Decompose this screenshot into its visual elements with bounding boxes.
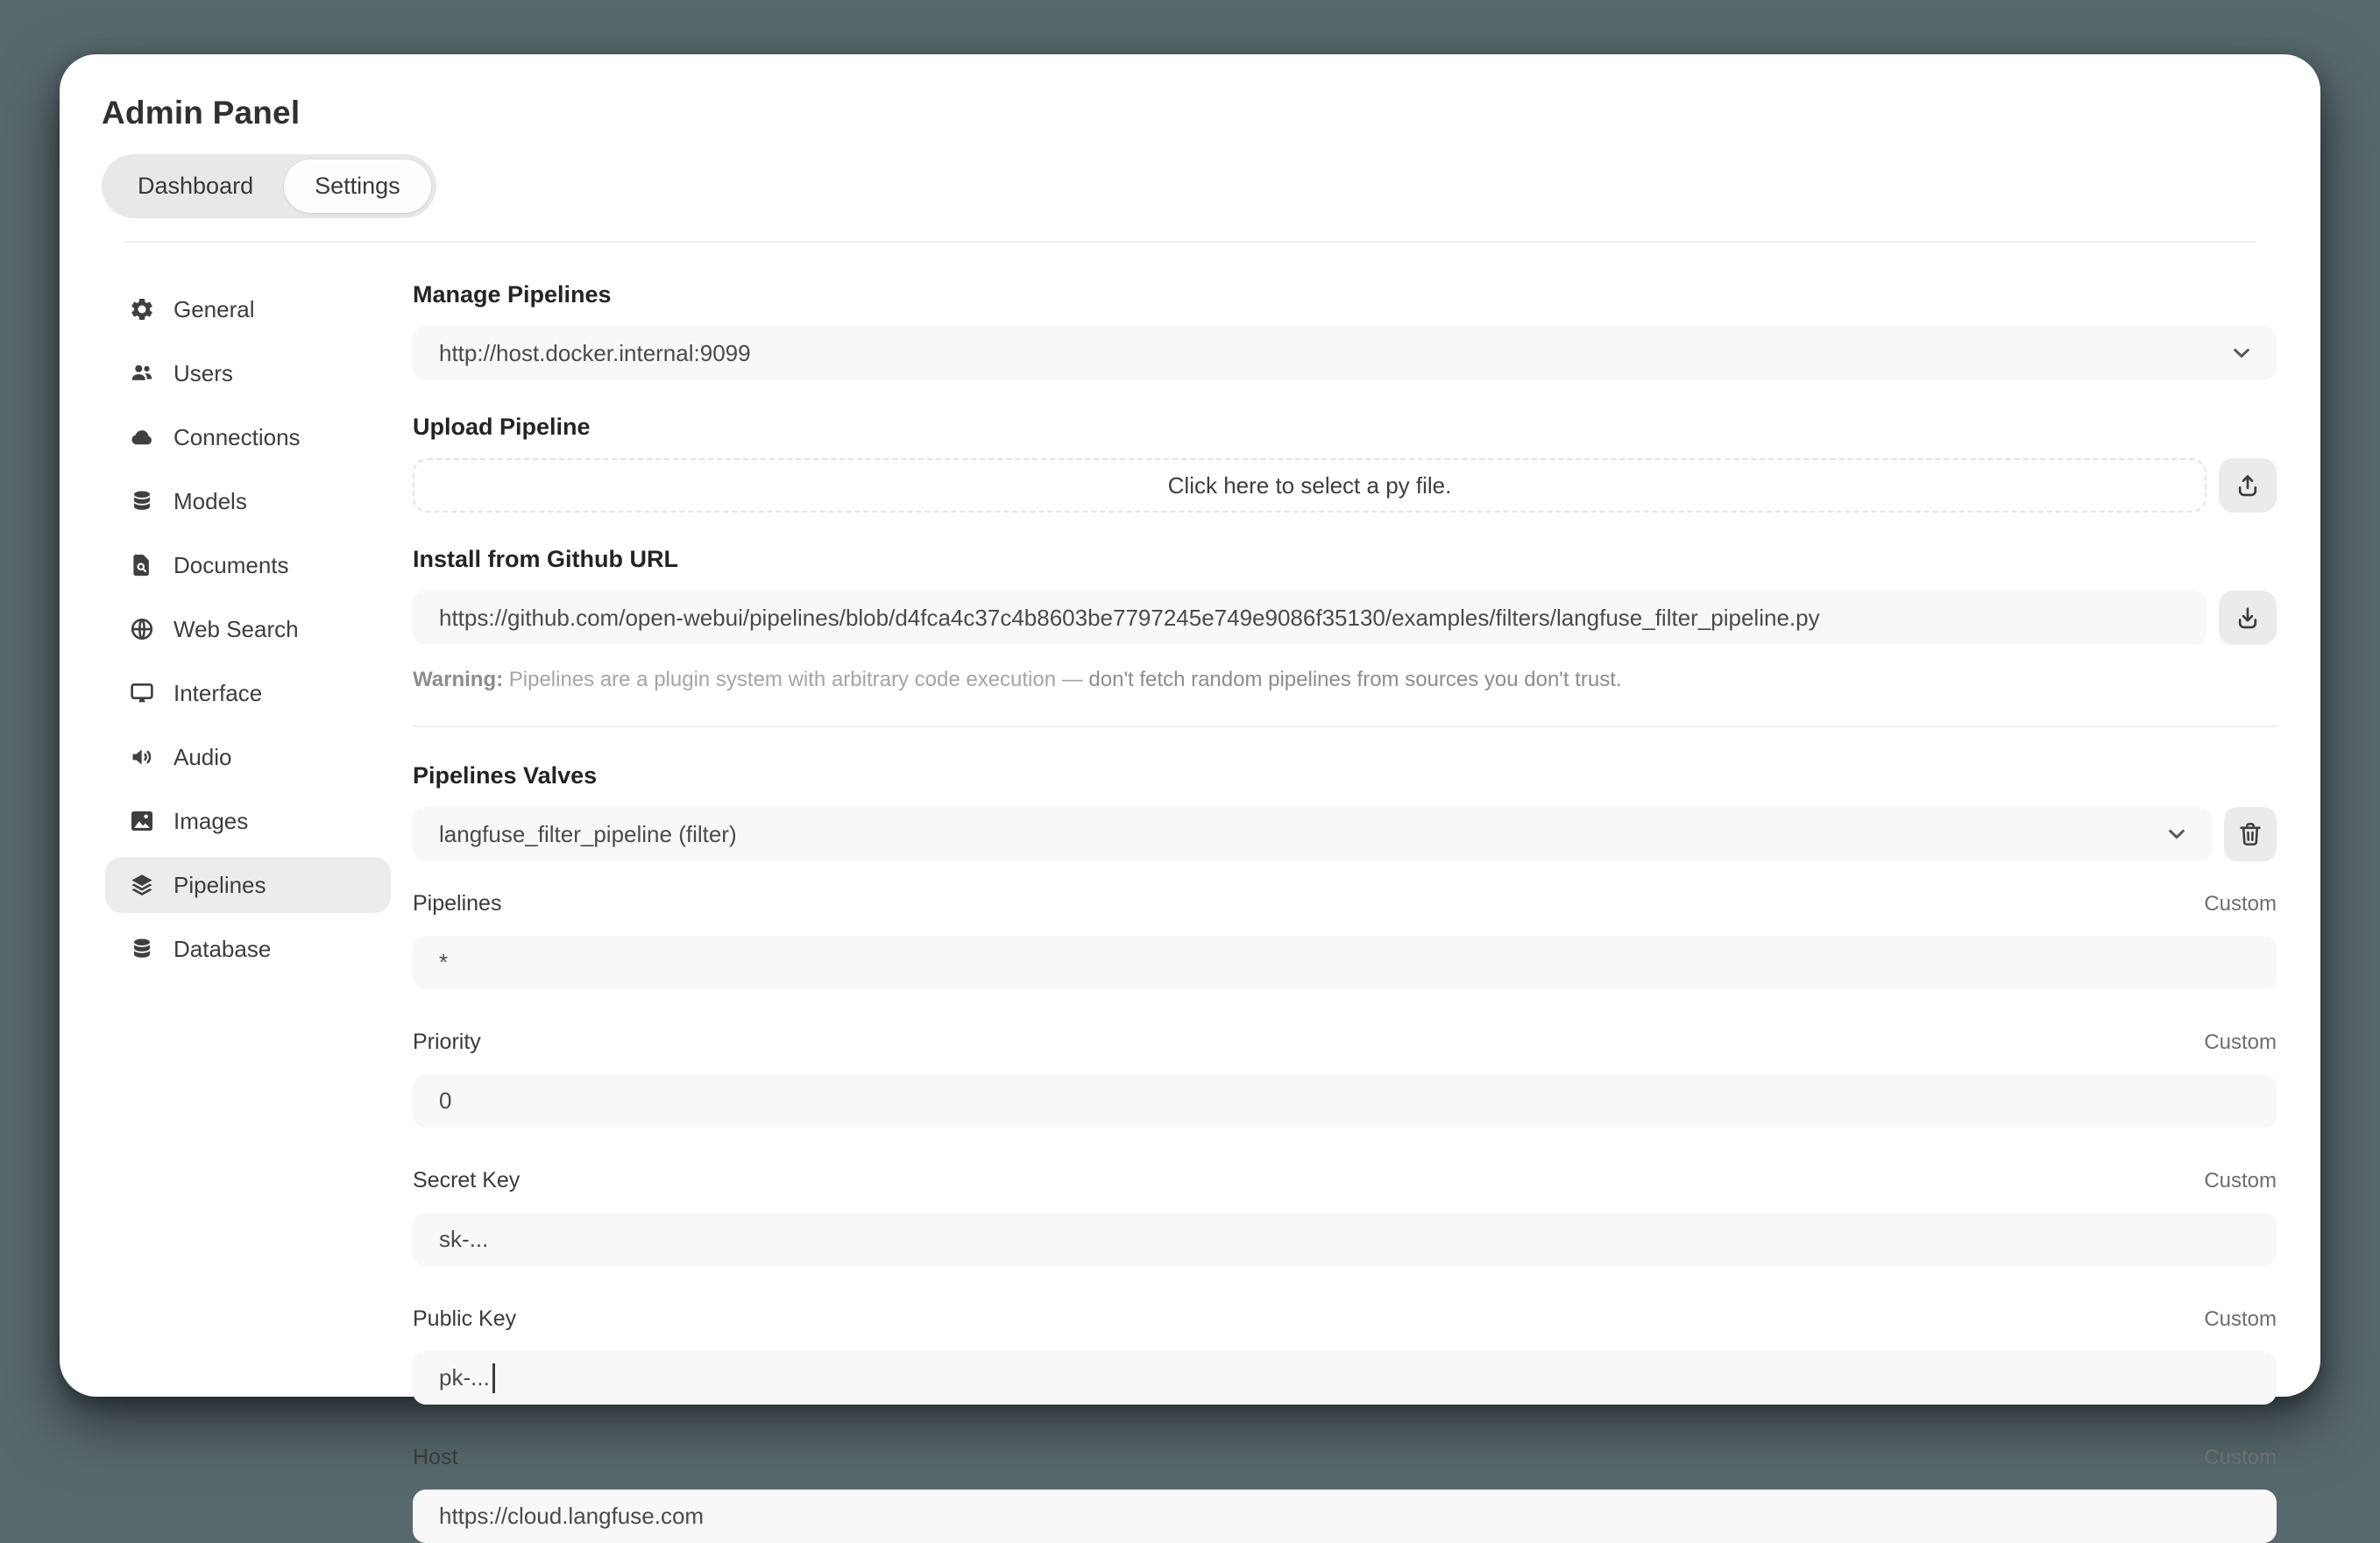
sidebar-item-web-search[interactable]	[105, 601, 391, 657]
sidebar-item-label: Pipelines	[174, 871, 266, 898]
sidebar-item-label: Database	[174, 935, 272, 962]
globe-icon	[129, 616, 155, 642]
trash-icon	[2236, 820, 2264, 848]
file-dropzone-placeholder: Click here to select a py file.	[1167, 471, 1452, 499]
upload-pipeline-button[interactable]	[2219, 458, 2277, 513]
valve-fields	[413, 891, 2277, 1543]
warning-prefix: Warning:	[413, 668, 504, 691]
valve-field-secret-key	[413, 1168, 2277, 1266]
sidebar-item-label: Audio	[174, 743, 232, 770]
tab-switcher	[102, 154, 436, 218]
sidebar-item-images[interactable]	[105, 793, 391, 849]
sidebar-item-interface[interactable]	[105, 665, 391, 721]
valve-value: 0	[439, 1087, 452, 1114]
valve-value: https://cloud.langfuse.com	[439, 1503, 705, 1529]
valves-pipeline-selected-value: langfuse_filter_pipeline (filter)	[439, 820, 737, 847]
download-icon	[2234, 604, 2262, 632]
body-row	[60, 243, 2320, 1543]
cloud-icon	[129, 424, 155, 450]
sidebar-item-documents[interactable]	[105, 537, 391, 593]
admin-panel-card	[60, 54, 2320, 1529]
gear-icon	[129, 296, 155, 322]
tab-settings[interactable]: Settings	[284, 159, 431, 213]
tab-dashboard[interactable]: Dashboard	[107, 159, 284, 213]
valve-input-public-key[interactable]	[413, 1351, 2277, 1405]
pipelines-url-select[interactable]	[413, 326, 2277, 380]
database-icon	[129, 488, 155, 514]
valve-label: Secret Key	[413, 1168, 521, 1193]
valve-label: Public Key	[413, 1306, 517, 1331]
document-search-icon	[129, 552, 155, 578]
valve-field-pipelines	[413, 891, 2277, 989]
manage-pipelines-heading: Manage Pipelines	[413, 281, 612, 308]
section-divider	[413, 725, 2277, 727]
chevron-down-icon	[2163, 820, 2191, 848]
valve-label: Pipelines	[413, 891, 502, 916]
photo-icon	[129, 808, 155, 834]
text-caret	[492, 1363, 495, 1393]
upload-icon	[2234, 471, 2262, 499]
valve-field-public-key	[413, 1306, 2277, 1405]
sidebar-item-label: Models	[174, 487, 247, 514]
warning-emphasis: don't fetch random pipelines from sources you don't trust.	[1088, 668, 1622, 691]
sidebar-item-label: Web Search	[174, 615, 299, 642]
speaker-icon	[129, 744, 155, 770]
pipelines-warning	[413, 668, 2277, 692]
valves-pipeline-select[interactable]	[413, 807, 2212, 861]
sidebar-item-label: Connections	[174, 423, 301, 450]
valve-input-priority[interactable]	[413, 1074, 2277, 1128]
sidebar-item-label: Users	[174, 359, 233, 386]
valve-custom-toggle-public-key[interactable]: Custom	[2204, 1307, 2277, 1331]
valve-field-host	[413, 1445, 2277, 1543]
main-content	[413, 281, 2277, 1543]
card-header	[60, 54, 2320, 243]
sidebar-item-database[interactable]	[105, 921, 391, 977]
sidebar-item-audio[interactable]	[105, 729, 391, 785]
sidebar-item-label: Documents	[174, 551, 289, 578]
valve-input-secret-key[interactable]	[413, 1213, 2277, 1266]
valve-input-host[interactable]	[413, 1490, 2277, 1543]
sidebar-item-label: Images	[174, 807, 249, 834]
github-url-value: https://github.com/open-webui/pipelines/blob/d4fca4c37c4b8603be7797245e749e9086f35130/examples/filters/langfuse_filter_pipeline.py	[439, 604, 1820, 631]
sidebar-item-pipelines[interactable]	[105, 857, 391, 913]
install-github-heading: Install from Github URL	[413, 546, 678, 572]
valve-input-pipelines[interactable]	[413, 936, 2277, 989]
valve-custom-toggle-host[interactable]: Custom	[2204, 1446, 2277, 1469]
valve-value: pk-...	[439, 1364, 490, 1391]
sidebar	[105, 281, 391, 977]
sidebar-item-general[interactable]	[105, 281, 391, 337]
pipelines-url-selected-value: http://host.docker.internal:9099	[439, 339, 751, 366]
layers-icon	[129, 872, 155, 898]
upload-pipeline-heading: Upload Pipeline	[413, 414, 591, 440]
valve-label: Host	[413, 1445, 458, 1469]
page-title: Admin Panel	[102, 95, 301, 131]
warning-body: Pipelines are a plugin system with arbitrary code execution —	[503, 668, 1089, 691]
valve-custom-toggle-secret-key[interactable]: Custom	[2204, 1169, 2277, 1193]
sidebar-item-models[interactable]	[105, 473, 391, 529]
github-url-input[interactable]	[413, 591, 2206, 645]
valve-field-priority	[413, 1030, 2277, 1128]
sidebar-item-label: General	[174, 295, 255, 322]
sidebar-item-users[interactable]	[105, 345, 391, 401]
chevron-down-icon	[2228, 339, 2256, 367]
valve-custom-toggle-pipelines[interactable]: Custom	[2204, 892, 2277, 916]
valve-label: Priority	[413, 1030, 481, 1054]
delete-pipeline-button[interactable]	[2224, 807, 2277, 861]
sidebar-item-label: Interface	[174, 679, 263, 706]
users-icon	[129, 360, 155, 386]
valve-custom-toggle-priority[interactable]: Custom	[2204, 1030, 2277, 1054]
valve-value: sk-...	[439, 1226, 489, 1252]
pipelines-valves-heading: Pipelines Valves	[413, 762, 598, 789]
database-icon	[129, 936, 155, 962]
valve-value: *	[439, 949, 449, 975]
monitor-icon	[129, 680, 155, 706]
sidebar-item-connections[interactable]	[105, 409, 391, 465]
pipeline-file-dropzone[interactable]	[413, 458, 2206, 513]
install-github-button[interactable]	[2219, 591, 2277, 645]
